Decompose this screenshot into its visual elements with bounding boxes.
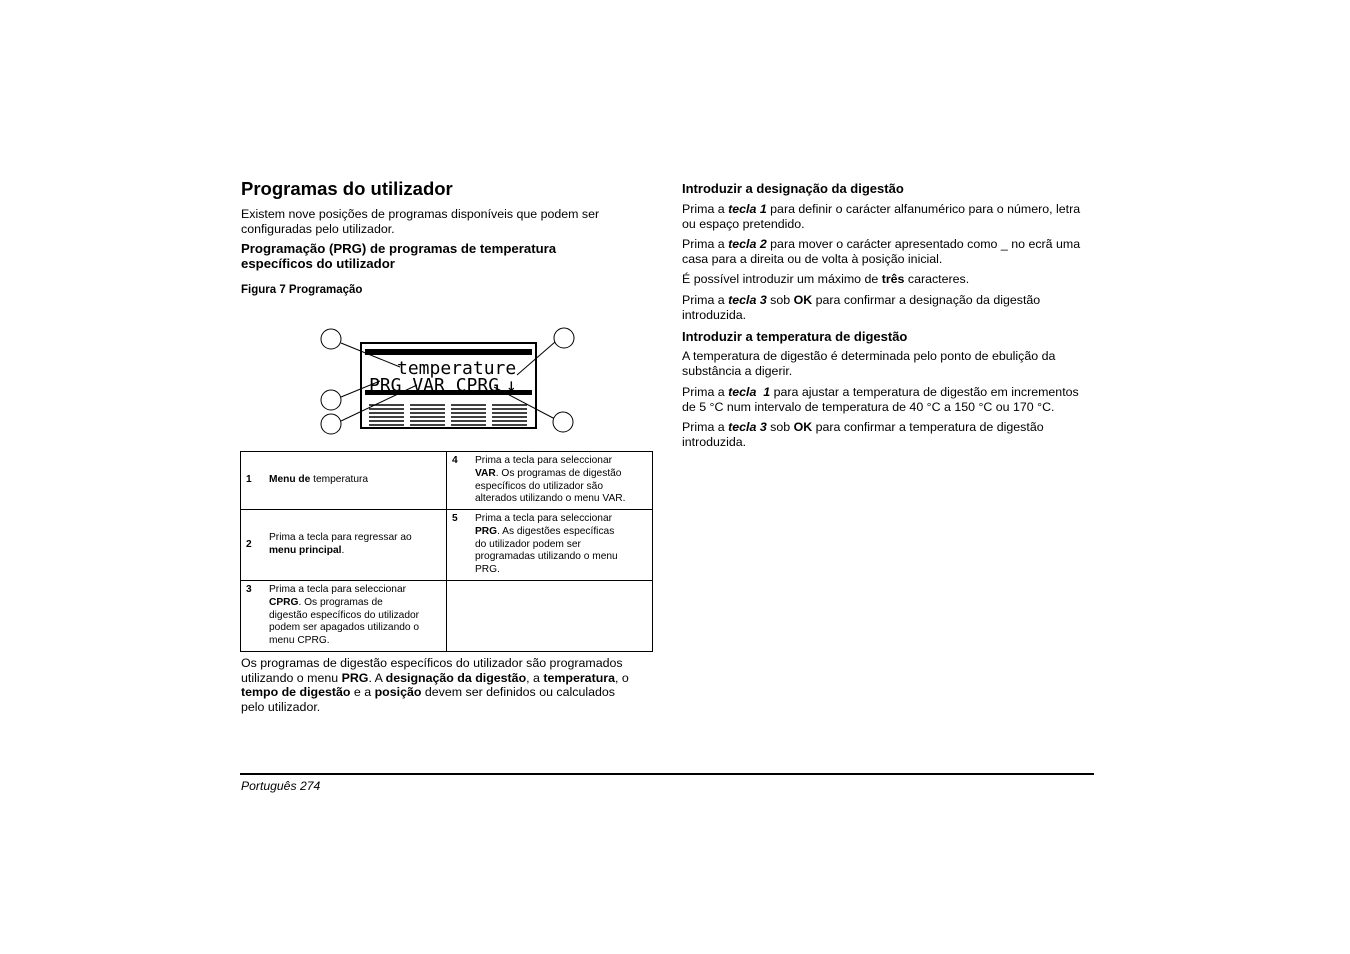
text-run: Prima a — [682, 237, 729, 251]
legend-line: Prima a tecla para seleccionar — [475, 455, 613, 466]
paragraph-line — [682, 272, 1102, 287]
legend-line: digestão específicos do utilizador — [269, 609, 420, 621]
intro-line: configuradas pelo utilizador. — [241, 221, 395, 236]
legend-text — [475, 513, 652, 580]
key-term: tecla 1 — [728, 385, 771, 399]
text-run: sob — [766, 293, 794, 307]
legend-cell — [241, 581, 447, 652]
legend-cell — [447, 452, 653, 510]
callout-circle-4 — [554, 328, 574, 348]
text-run: caracteres. — [904, 272, 970, 286]
text-run: . A — [368, 670, 386, 685]
table-row — [241, 581, 653, 652]
legend-line — [269, 597, 442, 610]
key-term: tecla 3 — [728, 293, 767, 307]
paragraph-line — [682, 420, 1102, 435]
bold-term: OK — [793, 420, 813, 434]
text-run: para ajustar a temperatura de digestão em incrementos — [770, 385, 1079, 399]
callout-circle-3 — [321, 414, 341, 434]
legend-line — [475, 468, 648, 481]
display-diagram — [318, 325, 580, 439]
intro-line: Existem nove posições de programas disponíveis que podem ser — [241, 207, 600, 221]
legend-line: PRG. — [475, 564, 500, 576]
text-run: , o — [614, 670, 629, 685]
figure-caption: Figura 7 Programação — [241, 284, 363, 296]
legend-bold: CPRG — [269, 596, 299, 608]
legend-text — [269, 532, 446, 558]
outro-line — [241, 671, 651, 686]
bold-term: OK — [793, 293, 813, 307]
paragraph — [682, 202, 1102, 231]
text-run: devem ser definidos ou calculados — [421, 685, 615, 700]
text-run: e a — [350, 685, 375, 700]
legend-text-rest: . As digestões específicas — [497, 525, 615, 537]
key-term: tecla 2 — [728, 237, 767, 251]
legend-cell — [241, 452, 447, 510]
bold-term: tempo de digestão — [241, 685, 351, 700]
legend-line: podem ser apagados utilizando o — [269, 622, 420, 634]
paragraph-line — [682, 237, 1102, 252]
legend-bold: Menu de — [269, 474, 311, 486]
page-title: Programas do utilizador — [241, 178, 453, 199]
display-line-1: temperature — [397, 358, 517, 379]
section-subtitle — [241, 242, 651, 271]
legend-text-rest: temperatura — [310, 474, 369, 486]
legend-text-rest: . Os programas de digestão — [495, 467, 622, 479]
bold-term: temperatura — [543, 670, 615, 685]
legend-cell-empty — [447, 581, 653, 652]
legend-line: Prima a tecla para regressar ao — [269, 532, 412, 544]
text-run: para confirmar a designação da digestão — [812, 293, 1041, 307]
text-run: É possível introduzir um máximo de — [682, 272, 882, 286]
heading-temperatura: Introduzir a temperatura de digestão — [682, 329, 908, 344]
subtitle-line: específicos do utilizador — [241, 255, 395, 271]
legend-line — [269, 545, 442, 558]
key-term: tecla 1 — [728, 202, 767, 216]
bold-term: três — [881, 272, 905, 286]
text-run: Prima a — [682, 293, 729, 307]
paragraph — [682, 237, 1102, 266]
paragraph-line: substância a digerir. — [682, 363, 793, 378]
legend-text — [269, 474, 446, 487]
display-figure — [318, 325, 580, 439]
text-run: , a — [526, 670, 544, 685]
legend-number: 5 — [452, 513, 458, 524]
legend-line: programadas utilizando o menu — [475, 551, 618, 563]
legend-text — [475, 455, 652, 509]
legend-table — [240, 451, 653, 652]
text-run: Prima a — [682, 202, 729, 216]
outro-line: pelo utilizador. — [241, 699, 321, 714]
paragraph — [682, 349, 1102, 378]
paragraph-line — [682, 385, 1102, 400]
callout-circle-5 — [553, 412, 573, 432]
legend-number: 4 — [452, 455, 458, 466]
outro-line: Os programas de digestão específicos do utilizador são programados — [241, 656, 623, 670]
paragraph — [682, 420, 1102, 449]
paragraph-line: A temperatura de digestão é determinada pelo ponto de ebulição da — [682, 349, 1056, 363]
display-top-bar — [365, 349, 532, 355]
paragraph-line — [682, 293, 1102, 308]
paragraph-line: introduzida. — [682, 434, 747, 449]
outro-paragraph — [241, 656, 651, 714]
legend-cell — [447, 510, 653, 581]
text-run: Prima a — [682, 420, 729, 434]
legend-number: 2 — [246, 538, 252, 550]
footer-rule — [240, 773, 1094, 775]
callout-circle-2 — [321, 390, 341, 410]
bold-term: posição — [374, 685, 422, 700]
paragraph-line: ou espaço pretendido. — [682, 216, 805, 231]
legend-number: 1 — [246, 474, 252, 486]
text-run: para definir o carácter alfanumérico para o número, letra — [766, 202, 1081, 216]
paragraph — [682, 272, 1102, 287]
text-run: para mover o carácter apresentado como _ no ecrã uma — [766, 237, 1081, 251]
paragraph-line: casa para a direita ou de volta à posição inicial. — [682, 251, 943, 266]
footer-page-label: Português 274 — [241, 779, 321, 793]
key-term: tecla 3 — [728, 420, 767, 434]
legend-text — [269, 584, 446, 651]
legend-line: alterados utilizando o menu VAR. — [475, 493, 626, 505]
display-line-2: PRG VAR CPRG — [369, 375, 500, 396]
legend-line: do utilizador podem ser — [475, 538, 581, 550]
paragraph — [682, 293, 1102, 322]
paragraph-line: de 5 °C num intervalo de temperatura de 40 °C a 150 °C ou 170 °C. — [682, 399, 1055, 414]
legend-cell — [241, 510, 447, 581]
legend-number: 3 — [246, 584, 252, 595]
table-row — [241, 452, 653, 510]
paragraph — [682, 385, 1102, 414]
legend-line: específicos do utilizador são — [475, 480, 603, 492]
paragraph-line: introduzida. — [682, 307, 747, 322]
outro-line — [241, 685, 651, 700]
legend-text-rest: . Os programas de — [298, 596, 383, 608]
bold-term: PRG — [341, 670, 369, 685]
table-row — [241, 510, 653, 581]
legend-bold: PRG — [475, 525, 498, 537]
subtitle-line: Programação (PRG) de programas de temperatura — [241, 241, 557, 256]
legend-line: menu CPRG. — [269, 635, 330, 647]
text-run: utilizando o menu — [241, 670, 342, 685]
legend-line: Prima a tecla para seleccionar — [475, 513, 613, 524]
legend-line: Prima a tecla para seleccionar — [269, 584, 407, 595]
text-run: para confirmar a temperatura de digestão — [812, 420, 1044, 434]
down-arrow-icon: ↓ — [506, 375, 517, 396]
callout-circle-1 — [321, 329, 341, 349]
text-run: Prima a — [682, 385, 729, 399]
legend-bold: VAR — [475, 467, 496, 479]
bold-term: designação da digestão — [385, 670, 527, 685]
intro-paragraph — [241, 207, 651, 236]
text-run: sob — [766, 420, 794, 434]
paragraph-line — [682, 202, 1102, 217]
heading-designacao: Introduzir a designação da digestão — [682, 181, 904, 196]
legend-line — [475, 526, 648, 539]
legend-text-rest: . — [341, 545, 345, 556]
legend-bold: menu principal — [269, 545, 342, 556]
